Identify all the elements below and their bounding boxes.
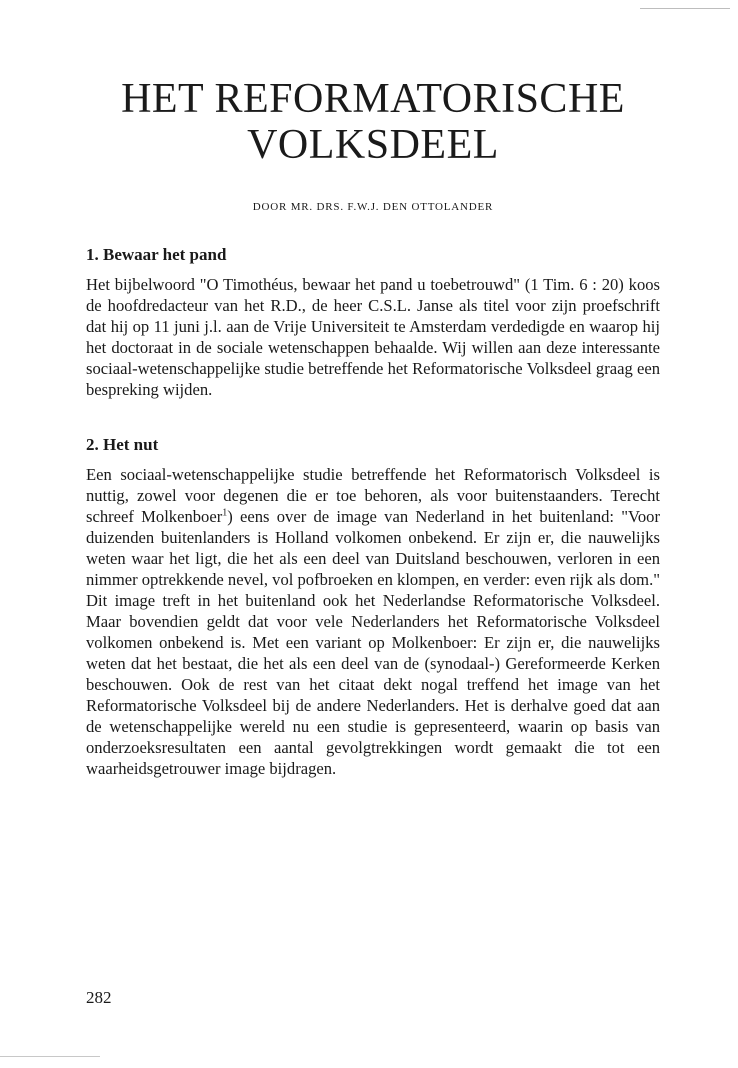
author-byline: DOOR MR. DRS. F.W.J. DEN OTTOLANDER — [252, 201, 494, 213]
section-2-paragraph — [86, 464, 660, 779]
section-2-text-part-1: Een sociaal-wetenschappelijke studie betreffende het Reformatorisch Volksdeel is nuttig, zowel voor degenen die er toe behoren, als voor buitenstaanders. Terecht schreef Molkenboer — [86, 465, 660, 526]
page-number: 282 — [86, 988, 112, 1007]
document-page — [86, 76, 660, 779]
top-scan-line — [640, 8, 730, 9]
section-heading-2: 2. Het nut — [86, 435, 159, 454]
title-line-1: HET REFORMATORISCHE — [121, 76, 625, 122]
section-1-paragraph: Het bijbelwoord "O Timothéus, bewaar het pand u toebetrouwd" (1 Tim. 6 : 20) koos de hoofdredacteur van het R.D., de heer C.S.L. Janse als titel voor zijn proefschrift dat hij op 11 juni j.l. aan de Vrije Universiteit te Amsterdam verdedigde en waarop hij het doctoraat in de sociale wetenschappen behaalde. Wij willen aan deze interessante sociaal-wetenschappelijke studie betreffende het Reformatorische Volksdeel graag een bespreking wijden. — [86, 275, 660, 399]
footnote-marker: 1 — [222, 507, 228, 519]
article-title — [86, 76, 660, 168]
section-heading-1: 1. Bewaar het pand — [86, 245, 227, 264]
section-2-text-part-2: ) eens over de image van Nederland in het buitenland: "Voor duizenden buitenlanders is Holland volkomen onbekend. Er zijn er, die nauwelijks weten waar het ligt, die het als een deel van Duitsland beschouwen, verloren in een nimmer optrekkende nevel, vol pofbroeken en klompen, en verder: even rijk als dom." Dit image treft in het buitenland ook het Nederlandse Reformatorische Volksdeel. Maar bovendien geldt dat voor vele Nederlanders het Reformatorische Volksdeel volkomen onbekend is. Met een variant op Molkenboer: Er zijn er, die nauwelijks weten dat het bestaat, die het als een deel van de (synodaal-) Gereformeerde Kerken beschouwen. Ook de rest van het citaat dekt nogal treffend het image van het Reformatorische Volksdeel bij de andere Nederlanders. Het is derhalve goed dat aan de wetenschappelijke wereld nu een studie is gepresenteerd, waarin op basis van onderzoeksresultaten een aantal gevolgtrekkingen wordt gemaakt die tot een waarheidsgetrouwer image bijdragen. — [86, 507, 661, 778]
bottom-scan-line — [0, 1056, 100, 1057]
title-line-2: VOLKSDEEL — [247, 122, 499, 168]
